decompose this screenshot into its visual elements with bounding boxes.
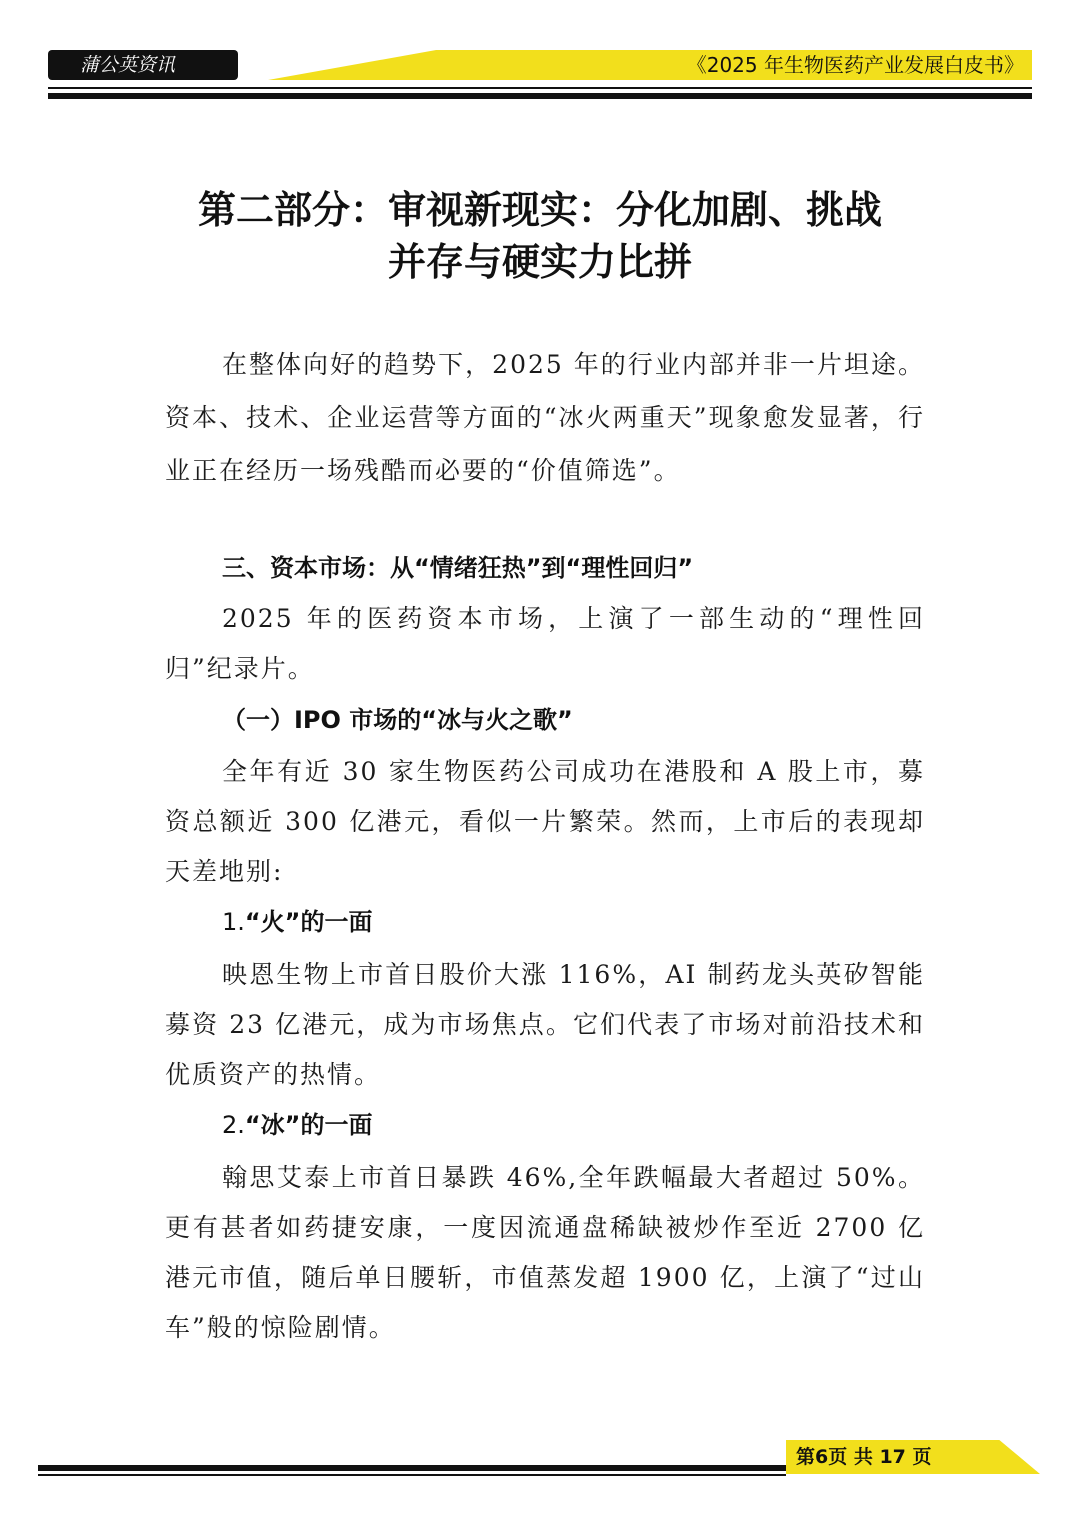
header-rule-thick [48, 93, 1032, 99]
ice-heading [222, 1105, 372, 1145]
part-title-line-2: 并存与硬实力比拼 [387, 239, 692, 284]
document-title: 《2025 年生物医药产业发展白皮书》 [686, 53, 1024, 77]
footer-rule-thick [38, 1465, 786, 1471]
intro-paragraph: 在整体向好的趋势下，2025 年的行业内部并非一片坦途。资本、技术、企业运营等方面的“冰火两重天”现象愈发显著，行业正在经历一场残酷而必要的“价值筛选”。 [165, 350, 925, 485]
fire-heading [222, 902, 372, 942]
ice-heading-number: 2. [222, 1111, 245, 1139]
subsection-heading-ipo: （一）IPO 市场的“冰与火之歌” [222, 706, 573, 734]
header-rule-thin [48, 87, 1032, 89]
section-heading: 三、资本市场：从“情绪狂热”到“理性回归” [222, 554, 694, 582]
section-intro-paragraph: 2025 年的医药资本市场，上演了一部生动的“理性回归”纪录片。 [165, 604, 925, 683]
ice-heading-title: “冰”的一面 [244, 1111, 373, 1139]
fire-heading-number: 1. [222, 908, 245, 936]
ice-paragraph: 翰思艾泰上市首日暴跌 46%,全年跌幅最大者超过 50%。更有甚者如药捷安康，一度因流通盘稀缺被炒作至近 2700 亿港元市值，随后单日腰斩，市值蒸发超 1900 亿，上演了“过山车”般的惊险剧情。 [165, 1163, 925, 1342]
fire-paragraph: 映恩生物上市首日股价大涨 116%，AI 制药龙头英矽智能募资 23 亿港元，成为市场焦点。它们代表了市场对前沿技术和优质资产的热情。 [165, 960, 925, 1089]
brand-label: 蒲公英资讯 [48, 50, 238, 80]
fire-heading-title: “火”的一面 [244, 908, 373, 936]
part-title-line-1: 第二部分：审视新现实：分化加剧、挑战 [197, 187, 882, 232]
ipo-paragraph: 全年有近 30 家生物医药公司成功在港股和 A 股上市，募资总额近 300 亿港元，看似一片繁荣。然而，上市后的表现却天差地别: [165, 757, 925, 886]
footer-rule-thin [38, 1474, 786, 1476]
page-indicator: 第6页 共 17 页 [796, 1446, 932, 1468]
